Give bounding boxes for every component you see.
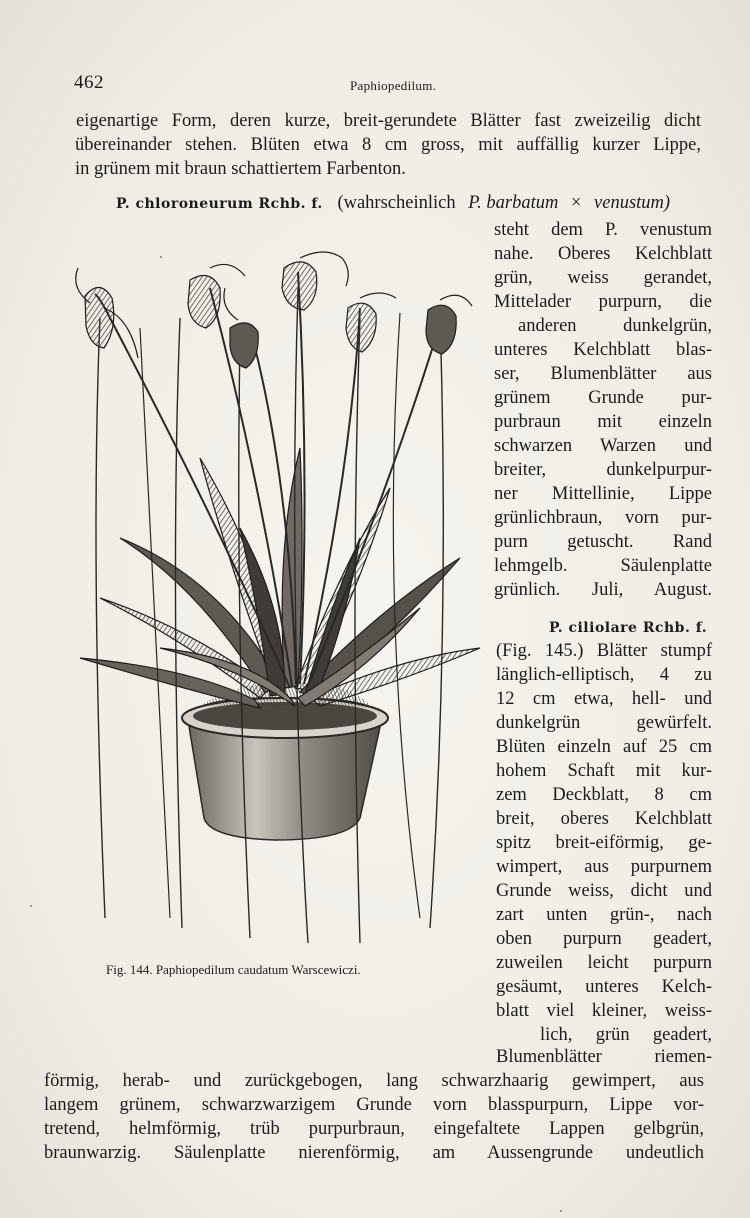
entry2-species-name: P. ciliolare Rchb. f.	[549, 620, 708, 636]
entry2-line: hohem Schaft mit kur-	[496, 761, 712, 781]
intro-line: in grünem mit braun schattiertem Farbenton.	[75, 159, 406, 179]
flower-6	[426, 295, 472, 354]
entry1-line: grün, weiss gerandet,	[494, 268, 712, 288]
orchid-illustration	[60, 228, 500, 948]
paper-speck	[30, 905, 32, 907]
entry2-line: 12 cm etwa, hell- und	[496, 689, 712, 709]
flower-5	[346, 293, 396, 352]
entry1-line: steht dem P. venustum	[494, 220, 712, 240]
entry1-line: unteres Kelchblatt blas-	[494, 340, 712, 360]
entry2-line: lich, grün geadert,	[540, 1025, 712, 1045]
entry2-line: blatt viel kleiner, weiss-	[496, 1001, 712, 1021]
entry2-line: dunkelgrün gewürfelt.	[496, 713, 712, 733]
figure-caption: Fig. 144. Paphiopedilum caudatum Warscewiczi.	[106, 962, 361, 977]
entry2-line: länglich-elliptisch, 4 zu	[496, 665, 712, 685]
intro-line: eigenartige Form, deren kurze, breit-gerundete Blätter fast zweizeilig dicht	[76, 111, 701, 131]
entry1-line: nahe. Oberes Kelchblatt	[494, 244, 712, 264]
entry1-line: purn getuscht. Rand	[494, 532, 712, 552]
entry2-line: breit, oberes Kelchblatt	[496, 809, 712, 829]
entry1-open: (wahrscheinlich	[337, 193, 456, 213]
entry2-line: oben purpurn geadert,	[496, 929, 712, 949]
entry1-line: lehmgelb. Säulenplatte	[494, 556, 712, 576]
entry2-line: gesäumt, unteres Kelch-	[496, 977, 712, 997]
entry1-heading	[116, 192, 670, 216]
intro-line: übereinander stehen. Blüten etwa 8 cm gross, mit auffällig kurzer Lippe,	[75, 135, 701, 155]
entry1-hybrid-b: venustum)	[594, 193, 671, 213]
entry1-hybrid-a: P. barbatum	[468, 193, 559, 213]
entry2-line: Blüten einzeln auf 25 cm	[496, 737, 712, 757]
entry1-cross: ×	[570, 193, 582, 213]
entry2-line: Blumenblätter riemen-	[496, 1047, 712, 1067]
entry1-line: schwarzen Warzen und	[494, 436, 712, 456]
bottom-line: förmig, herab- und zurückgebogen, lang schwarzhaarig gewimpert, aus	[44, 1071, 704, 1091]
entry2-line: Grunde weiss, dicht und	[496, 881, 712, 901]
entry1-line: grünlichbraun, vorn pur-	[494, 508, 712, 528]
bottom-line: tretend, helmförmig, trüb purpurbraun, eingefaltete Lappen gelbgrün,	[44, 1119, 704, 1139]
bottom-line: braunwarzig. Säulenplatte nierenförmig, am Aussengrunde undeutlich	[44, 1143, 704, 1163]
entry2-line: (Fig. 145.) Blätter stumpf	[496, 641, 712, 661]
entry2-line: zart unten grün-, nach	[496, 905, 712, 925]
entry2-line: spitz breit-eiförmig, ge-	[496, 833, 712, 853]
running-head: Paphiopedilum.	[350, 78, 437, 93]
entry1-line: purbraun mit einzeln	[494, 412, 712, 432]
flower-1	[76, 268, 138, 358]
orchid-flowers	[76, 252, 472, 368]
entry2-line: zuweilen leicht purpurn	[496, 953, 712, 973]
flower-3	[224, 288, 258, 368]
flower-4	[282, 252, 348, 310]
page-number: 462	[74, 72, 104, 93]
paper-speck	[560, 1210, 562, 1212]
paper-speck	[160, 256, 162, 258]
entry1-line: Mittelader purpurn, die	[494, 292, 712, 312]
entry1-line: breiter, dunkelpurpur-	[494, 460, 712, 480]
entry1-line: anderen dunkelgrün,	[518, 316, 712, 336]
orchid-plant-engraving	[60, 228, 500, 948]
entry1-line: grünem Grunde pur-	[494, 388, 712, 408]
entry1-line: ser, Blumenblätter aus	[494, 364, 712, 384]
bottom-line: langem grünem, schwarzwarzigem Grunde vorn blasspurpurn, Lippe vor-	[44, 1095, 704, 1115]
entry1-line: ner Mittellinie, Lippe	[494, 484, 712, 504]
entry2-line: zem Deckblatt, 8 cm	[496, 785, 712, 805]
entry1-species-name: P. chloroneurum Rchb. f.	[116, 196, 323, 212]
entry2-line: wimpert, aus purpurnem	[496, 857, 712, 877]
entry1-line: grünlich. Juli, August.	[494, 580, 712, 600]
